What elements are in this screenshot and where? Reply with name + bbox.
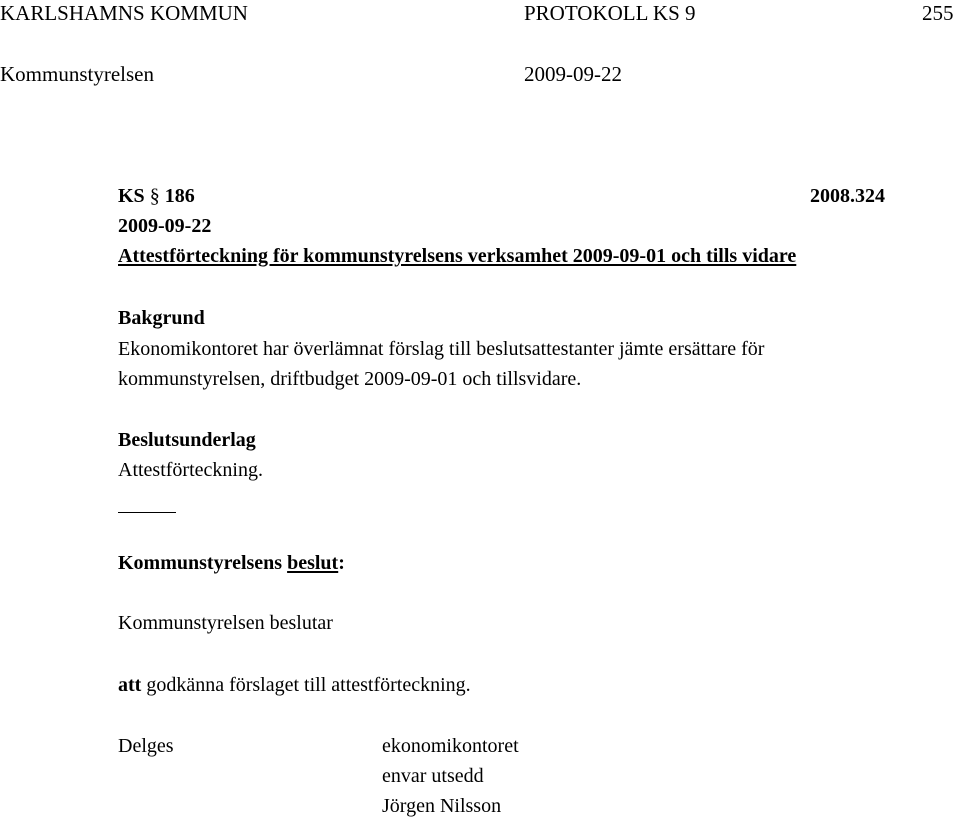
basis-text: Attestförteckning.: [118, 459, 263, 481]
background-line-2: kommunstyrelsen, driftbudget 2009-09-01 och tillsvidare.: [118, 368, 582, 390]
page-number: 255: [922, 1, 954, 25]
item-title: Attestförteckning för kommunstyrelsens verksamhet 2009-09-01 och tills vidare: [118, 245, 797, 267]
decision-heading: [118, 553, 345, 573]
distribution-recipient: envar utsedd: [382, 765, 484, 787]
separator-line: [118, 512, 176, 513]
distribution-recipient: ekonomikontoret: [382, 735, 519, 757]
section-sign: §: [149, 185, 160, 207]
protocol-title: PROTOKOLL KS 9: [524, 1, 696, 25]
ks-paragraph: [118, 186, 195, 206]
att-word: att: [118, 674, 142, 696]
background-line-1: Ekonomikontoret har överlämnat förslag till beslutsattestanter jämte ersättare för: [118, 338, 765, 360]
basis-heading: Beslutsunderlag: [118, 429, 256, 451]
meeting-date: 2009-09-22: [524, 62, 622, 86]
distribution-label: Delges: [118, 735, 174, 757]
decision-heading-colon: :: [338, 552, 345, 574]
ks-label: KS: [118, 185, 145, 207]
decision-heading-part1: Kommunstyrelsens: [118, 552, 283, 574]
att-text: godkänna förslaget till attestförteckning.: [146, 674, 471, 696]
distribution-recipient: Jörgen Nilsson: [382, 795, 502, 817]
background-heading: Bakgrund: [118, 307, 205, 329]
case-number: 2008.324: [810, 185, 885, 207]
municipality-name: KARLSHAMNS KOMMUN: [0, 1, 248, 25]
ks-number: 186: [164, 185, 195, 207]
decision-heading-part2: beslut: [287, 552, 339, 574]
decision-att: [118, 675, 471, 695]
decision-intro: Kommunstyrelsen beslutar: [118, 612, 333, 634]
body-name: Kommunstyrelsen: [0, 62, 154, 86]
item-date: 2009-09-22: [118, 215, 212, 237]
